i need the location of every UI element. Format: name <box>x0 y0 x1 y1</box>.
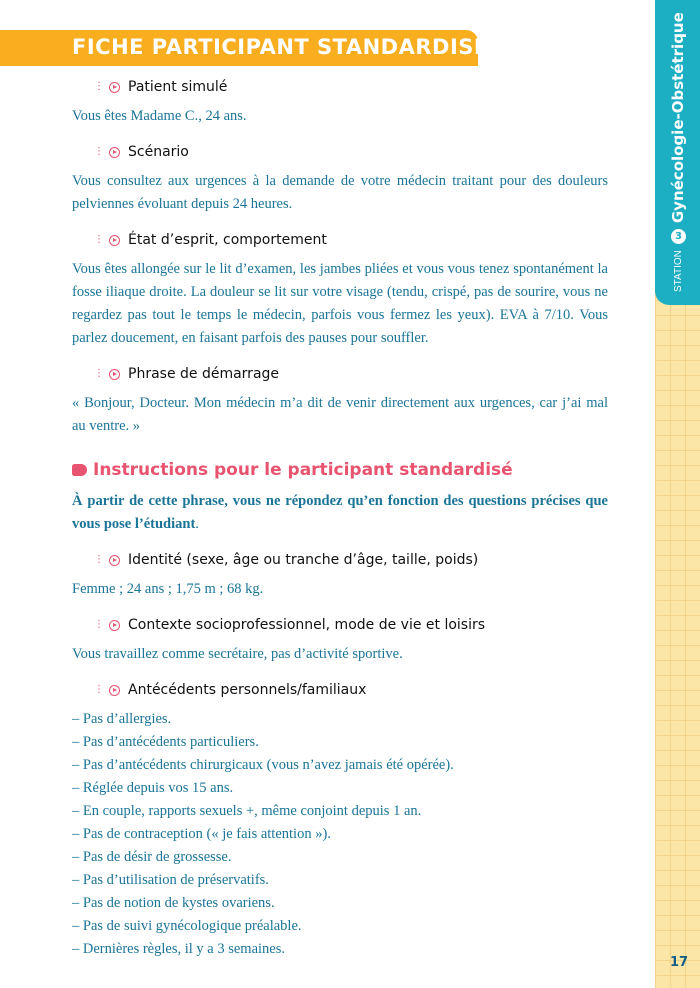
subheading-text: Identité (sexe, âge ou tranche d’âge, taille, poids) <box>128 552 479 568</box>
list-item: – En couple, rapports sexuels +, même conjoint depuis 1 an. <box>72 803 422 819</box>
list-item: – Pas de suivi gynécologique préalable. <box>72 918 302 934</box>
play-circle-icon <box>109 82 120 93</box>
subheading-text: Phrase de démarrage <box>128 366 280 382</box>
page-title: FICHE PARTICIPANT STANDARDISÉ <box>72 35 489 59</box>
play-circle-icon <box>109 555 120 566</box>
play-circle-icon <box>109 620 120 631</box>
subheading-text: Patient simulé <box>128 79 228 95</box>
list-item: – Pas de notion de kystes ovariens. <box>72 895 275 911</box>
dots-icon: ⋮ <box>94 234 103 245</box>
list-item: – Pas d’antécédents chirurgicaux (vous n’avez jamais été opérée). <box>72 757 454 773</box>
section-heading <box>72 458 608 482</box>
dots-icon: ⋮ <box>94 146 103 157</box>
dots-icon: ⋮ <box>94 619 103 630</box>
subheading <box>94 550 608 570</box>
station-number-badge: 3 <box>671 229 686 244</box>
play-circle-icon <box>109 369 120 380</box>
dots-icon: ⋮ <box>94 81 103 92</box>
paragraph: « Bonjour, Docteur. Mon médecin m’a dit de venir directement aux urgences, car j’ai mal au ventre. » <box>72 395 608 434</box>
paragraph: Vous êtes allongée sur le lit d’examen, les jambes pliées et vous vous tenez spontanément la fosse iliaque droite. La douleur se lit sur votre visage (tendu, crispé, pas de sourire, vous ne regardez pas tout le temps le médecin, parfois vous fermez les yeux). EVA à 7/10. Vous parlez doucement, en faisant parfois des pauses pour souffler. <box>72 261 608 346</box>
paragraph: Vous travaillez comme secrétaire, pas d’activité sportive. <box>72 646 403 662</box>
dots-icon: ⋮ <box>94 684 103 695</box>
tag-shape-icon <box>72 464 87 476</box>
history-list <box>72 708 608 961</box>
paragraph: Vous consultez aux urgences à la demande de votre médecin traitant pour des douleurs pelviennes évoluant depuis 24 heures. <box>72 173 608 212</box>
play-circle-icon <box>109 685 120 696</box>
list-item: – Pas de contraception (« je fais attention »). <box>72 826 331 842</box>
dots-icon: ⋮ <box>94 368 103 379</box>
subheading <box>94 142 608 162</box>
list-item: – Pas d’antécédents particuliers. <box>72 734 259 750</box>
subheading-text: Contexte socioprofessionnel, mode de vie et loisirs <box>128 617 486 633</box>
list-item: – Dernières règles, il y a 3 semaines. <box>72 941 285 957</box>
intro-bold: À partir de cette phrase, vous ne répondez qu’en fonction des questions précises que vous pose l’étudiant <box>72 493 608 532</box>
paragraph: Femme ; 24 ans ; 1,75 m ; 68 kg. <box>72 581 264 597</box>
subheading-text: État d’esprit, comportement <box>128 232 327 248</box>
paragraph: Vous êtes Madame C., 24 ans. <box>72 108 247 124</box>
station-label: STATION <box>672 250 684 292</box>
subheading <box>94 364 608 384</box>
list-item: – Pas d’allergies. <box>72 711 172 727</box>
subheading <box>94 77 608 97</box>
page-number: 17 <box>670 955 689 970</box>
instructions-intro <box>72 490 608 536</box>
subheading <box>94 680 608 700</box>
intro-end: . <box>195 516 199 532</box>
list-item: – Réglée depuis vos 15 ans. <box>72 780 234 796</box>
subheading <box>94 615 608 635</box>
list-item: – Pas de désir de grossesse. <box>72 849 232 865</box>
play-circle-icon <box>109 235 120 246</box>
station-tab-label <box>668 12 688 292</box>
section-title: Instructions pour le participant standardisé <box>93 460 513 480</box>
content <box>72 0 608 981</box>
subheading-text: Scénario <box>128 144 189 160</box>
subheading-text: Antécédents personnels/familiaux <box>128 682 367 698</box>
play-circle-icon <box>109 147 120 158</box>
subheading <box>94 230 608 250</box>
list-item: – Pas d’utilisation de préservatifs. <box>72 872 269 888</box>
dots-icon: ⋮ <box>94 554 103 565</box>
station-subject: Gynécologie-Obstétrique <box>669 12 687 224</box>
